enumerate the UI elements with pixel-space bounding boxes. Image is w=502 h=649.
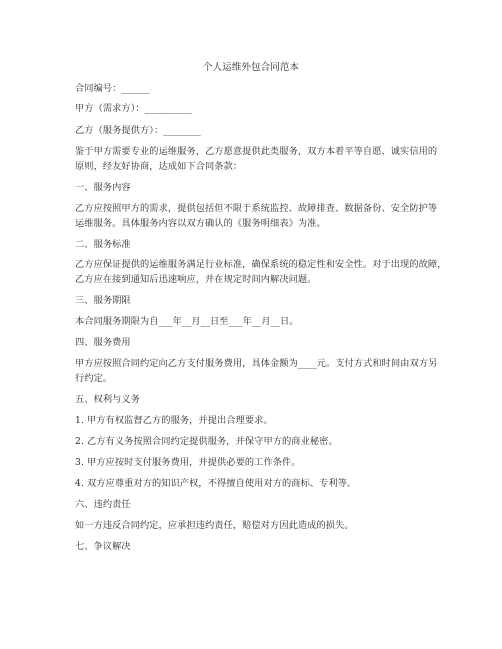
party-a: 甲方（需求方）：__________ — [75, 103, 192, 114]
section-5-item-4: 4. 双方应尊重对方的知识产权，不得擅自使用对方的商标、专利等。 — [75, 478, 357, 489]
section-3-title: 三、服务期限 — [75, 295, 131, 306]
section-5-title: 五、权利与义务 — [75, 394, 141, 405]
preamble-line-1: 鉴于甲方需要专业的运维服务，乙方愿意提供此类服务，双方本着平等自愿、诚实信用的 — [75, 146, 438, 157]
section-1-line-2: 运维服务。具体服务内容以双方确认的《服务明细表》为准。 — [75, 218, 326, 229]
section-2-line-1: 乙方应保证提供的运维服务满足行业标准，确保系统的稳定性和安全性。对于出现的故障， — [75, 259, 447, 270]
section-5-item-3: 3. 甲方应按时支付服务费用，并提供必要的工作条件。 — [75, 457, 301, 468]
section-1-line-1: 乙方应按照甲方的需求，提供包括但不限于系统监控、故障排查、数据备份、安全防护等 — [75, 203, 438, 214]
contract-number: 合同编号：______ — [75, 83, 150, 94]
section-6-line-1: 如一方违反合同约定，应承担违约责任，赔偿对方因此造成的损失。 — [75, 520, 354, 531]
document-title: 个人运维外包合同范本 — [203, 62, 299, 73]
section-5-item-1: 1. 甲方有权监督乙方的服务，并提出合理要求。 — [75, 415, 273, 426]
preamble-line-2: 原则，经友好协商，达成如下合同条款： — [75, 161, 243, 172]
section-6-title: 六、违约责任 — [75, 499, 131, 510]
party-b: 乙方（服务提供方）：________ — [75, 125, 201, 136]
section-4-line-2: 行约定。 — [75, 373, 113, 384]
section-4-line-1: 甲方应按照合同约定向乙方支付服务费用，具体金额为____元。支付方式和时间由双方另 — [75, 358, 438, 369]
section-7-title: 七、争议解决 — [75, 541, 131, 552]
section-2-title: 二、服务标准 — [75, 239, 131, 250]
section-3-line-1: 本合同服务期限为自___年__月__日至___年__月__日。 — [75, 316, 299, 327]
section-4-title: 四、服务费用 — [75, 337, 131, 348]
section-2-line-2: 乙方应在接到通知后迅速响应，并在规定时间内解决问题。 — [75, 274, 317, 285]
section-1-title: 一、服务内容 — [75, 182, 131, 193]
section-5-item-2: 2. 乙方有义务按照合同约定提供服务，并保守甲方的商业秘密。 — [75, 436, 338, 447]
